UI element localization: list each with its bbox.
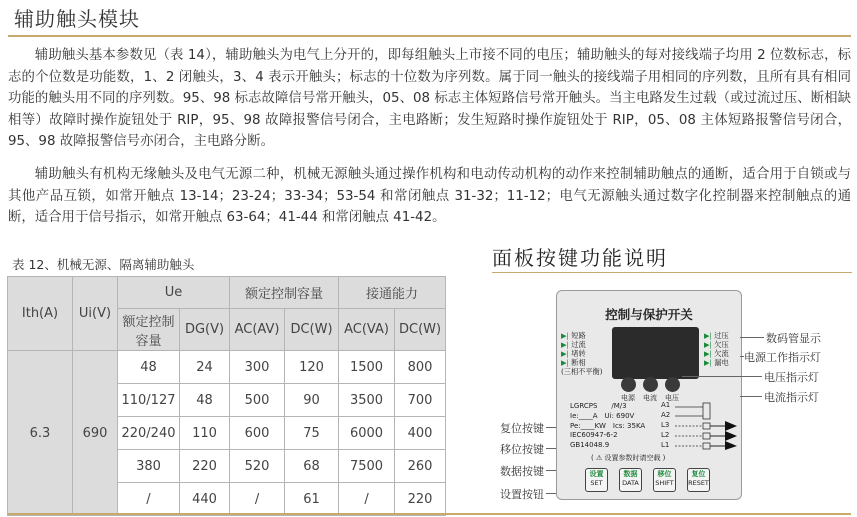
- table-cell: 7500: [339, 450, 395, 483]
- table-cell: 220/240: [118, 417, 180, 450]
- header-rated-cap: 额定控制容量: [118, 309, 180, 351]
- table-cell: 700: [395, 384, 446, 417]
- table-row: [8, 351, 446, 384]
- panel-title-divider: [492, 272, 852, 273]
- table-cell: 800: [395, 351, 446, 384]
- header-ac-va: AC(VA): [339, 309, 395, 351]
- paragraph-basic-params: 辅助触头基本参数见（表 14），辅助触头为电气上分开的，即每组触头上市接不同的电压；辅助触头的每对接线端子均用 2 位数标志，标志的个位数是功能数，1、2 闭触头，3、4 表示开触头；标志的十位数为序列数。属于同一触头的接线端子用相同的序列数，且所有具有相同功能的触头用不同的序列数。95、98 标志故障信号常开触头，05、08 标志主体短路信号常开触头。当主电路发生过载（或过流过压、断相缺相等）故障时操作旋钮处于 RIP，95、98 故障报警信号闭合，主电路断；发生短路时操作旋钮处于 RIP，05、08 主体短路报警信号闭合，95、98 故障报警信号亦闭合，主电路分断。: [8, 48, 851, 150]
- table-cell: 520: [230, 450, 285, 483]
- paragraph-contact-types: 辅助触头有机构无缘触头及电气无源二种，机械无源触头通过操作机构和电动传动机构的动作来控制辅助触点的通断，适合用于自锁或与其他产品互锁，如常开触点 13-14；23-24；33-34；53-54 和常闭触点 31-32；11-12；电气无源触头通过数字化控制器来控制触点的通断，适合用于信号指示，如常开触点 63-64；41-44 和常闭触点 41-42。: [8, 167, 851, 226]
- indicator-overcurrent: ▶| 过流: [561, 340, 586, 349]
- table-cell: 90: [285, 384, 339, 417]
- cell-ith-value: 6.3: [8, 351, 73, 516]
- indicator-undercurrent: ▶| 欠流: [704, 349, 729, 358]
- terminal-diagram-icon: [673, 399, 739, 451]
- table-cell: 24: [180, 351, 230, 384]
- shift-button[interactable]: 移位 SHIFT: [653, 468, 676, 492]
- header-dg: DG(V): [180, 309, 230, 351]
- reset-button[interactable]: 复位 RESET: [687, 468, 710, 492]
- table-cell: 220: [395, 483, 446, 516]
- title-divider: [8, 35, 851, 37]
- indicator-leakage: ▶| 漏电: [704, 358, 729, 367]
- table-cell: 6000: [339, 417, 395, 450]
- callout-line: [546, 427, 556, 428]
- current-knob[interactable]: [643, 377, 658, 392]
- table-cell: /: [118, 483, 180, 516]
- header-ue: Ue: [118, 277, 230, 309]
- relay-label-a2: A2: [661, 411, 671, 419]
- callout-power-indicator: 电源工作指示灯: [744, 351, 821, 364]
- table-cell: 440: [180, 483, 230, 516]
- spec-iec: IEC60947-6-2: [570, 431, 618, 439]
- table-cell: 1500: [339, 351, 395, 384]
- table-cell: /: [230, 483, 285, 516]
- table-cell: 120: [285, 351, 339, 384]
- indicator-overvoltage: ▶| 过压: [704, 331, 729, 340]
- table-cell: 110/127: [118, 384, 180, 417]
- table-cell: 3500: [339, 384, 395, 417]
- table-cell: 300: [230, 351, 285, 384]
- callout-shift: 移位按键: [500, 443, 544, 456]
- callout-line: [682, 376, 762, 377]
- table-cell: 110: [180, 417, 230, 450]
- callout-data: 数据按键: [500, 465, 544, 478]
- spec-model: LGRCPS /M/3: [570, 402, 627, 410]
- callout-line: [740, 337, 764, 338]
- callout-reset: 复位按键: [500, 422, 544, 435]
- panel-section-title: 面板按键功能说明: [492, 246, 668, 270]
- callout-line: [546, 493, 556, 494]
- table-cell: 600: [230, 417, 285, 450]
- knob-label-power: 电源: [621, 394, 635, 402]
- controller-panel: [556, 290, 742, 500]
- header-rated-capacity: 额定控制容量: [230, 277, 339, 309]
- header-dc-w: DC(W): [285, 309, 339, 351]
- table-cell: /: [339, 483, 395, 516]
- power-knob[interactable]: [621, 377, 636, 392]
- header-dc-w2: DC(W): [395, 309, 446, 351]
- indicator-undervoltage: ▶| 欠压: [704, 340, 729, 349]
- device-title: 控制与保护开关: [605, 307, 693, 322]
- digital-display: [612, 327, 699, 379]
- indicator-phase-loss: ▶| 断相: [561, 358, 586, 367]
- indicator-short-circuit: ▶| 短路: [561, 331, 586, 340]
- table-cell: 75: [285, 417, 339, 450]
- indicator-note: (三相不平衡): [561, 367, 603, 376]
- cell-ui-value: 690: [73, 351, 118, 516]
- table-cell: 61: [285, 483, 339, 516]
- relay-label-l1: L1: [661, 441, 670, 449]
- callout-line: [740, 396, 762, 397]
- callout-set: 设置按钮: [500, 488, 544, 501]
- callout-display: 数码管显示: [766, 332, 821, 345]
- header-making-capacity: 接通能力: [339, 277, 446, 309]
- set-button[interactable]: 设置 SET: [585, 468, 608, 492]
- relay-label-l3: L3: [661, 421, 670, 429]
- table-caption: 表 12、机械无源、隔离辅助触头: [12, 257, 195, 272]
- bottom-divider: [8, 513, 851, 515]
- aux-contact-table: [7, 276, 446, 516]
- section-title: 辅助触头模块: [14, 7, 140, 31]
- relay-label-l2: L2: [661, 431, 670, 439]
- indicator-stall: ▶| 堵转: [561, 349, 586, 358]
- header-ac-av: AC(AV): [230, 309, 285, 351]
- spec-current-voltage: Ie:____A Ui: 690V: [570, 412, 635, 420]
- table-cell: 500: [230, 384, 285, 417]
- callout-current-indicator: 电流指示灯: [764, 391, 819, 404]
- table-cell: 48: [180, 384, 230, 417]
- table-cell: 380: [118, 450, 180, 483]
- table-cell: 68: [285, 450, 339, 483]
- callout-voltage-indicator: 电压指示灯: [764, 371, 819, 384]
- table-header-row: [8, 277, 446, 309]
- header-ith: Ith(A): [8, 277, 73, 351]
- warning-text: ( ⚠ 设置参数时请空载 ): [591, 454, 666, 462]
- header-ui: Ui(V): [73, 277, 118, 351]
- knob-label-current: 电流: [643, 394, 657, 402]
- knob-label-voltage: 电压: [665, 394, 679, 402]
- table-cell: 400: [395, 417, 446, 450]
- table-cell: 48: [118, 351, 180, 384]
- spec-gb: GB14048.9: [570, 441, 610, 449]
- table-cell: 260: [395, 450, 446, 483]
- callout-line: [546, 448, 556, 449]
- voltage-knob[interactable]: [665, 377, 680, 392]
- relay-label-a1: A1: [661, 401, 671, 409]
- data-button[interactable]: 数据 DATA: [619, 468, 642, 492]
- table-cell: 220: [180, 450, 230, 483]
- spec-power-ics: Pe:____KW Ics: 35KA: [570, 422, 646, 430]
- callout-line: [546, 470, 556, 471]
